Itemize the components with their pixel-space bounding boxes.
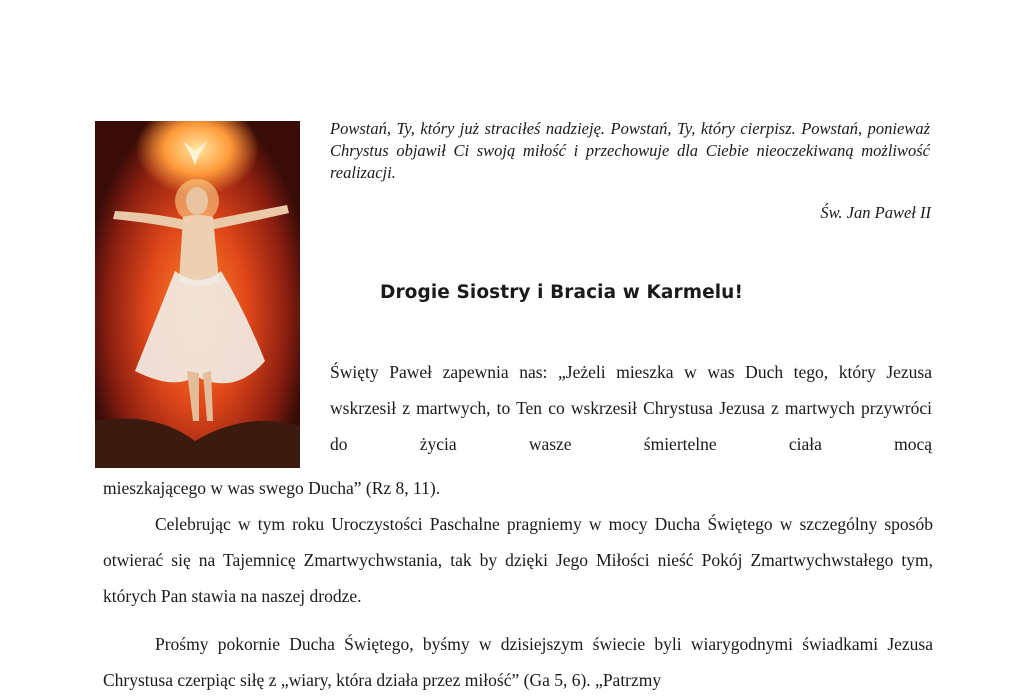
cloth-shape: [135, 271, 265, 383]
quote-author: Św. Jan Paweł II: [820, 203, 931, 222]
paragraph-2: Celebrując w tym roku Uroczystości Paschalne pragniemy w mocy Ducha Świętego w szczególny sposób otwierać się na Tajemnicę Zmartwychwstania, tak by dzięki Jego Miłości nieść Pokój Zmartwychwstałego tym, których Pan stawia na naszej drodze.: [103, 514, 933, 606]
left-arm-shape: [113, 211, 190, 231]
quote-text: Powstań, Ty, który już straciłeś nadzieję. Powstań, Ty, który cierpisz. Powstań, ponieważ Chrystus objawił Ci swoją miłość i przechowuje dla Ciebie nieoczekiwaną możliwość realizacji.: [330, 119, 930, 182]
ground-shape: [95, 419, 300, 469]
right-arm-shape: [205, 205, 289, 231]
paragraph-1-continued: mieszkającego w was swego Ducha” (Rz 8, 11).: [103, 478, 441, 498]
risen-christ-figure: [95, 121, 300, 468]
dove-shape: [183, 141, 207, 165]
left-leg-shape: [187, 371, 199, 421]
head-shape: [186, 187, 208, 215]
paragraph-1: Święty Paweł zapewnia nas: „Jeżeli mieszka w was Duch tego, który Jezusa wskrzesił z martwych, to Ten co wskrzesił Chrystusa Jezusa z martwych przywróci do życia wasze śmiertelne ciała mocą: [330, 362, 932, 454]
letter-heading: Drogie Siostry i Bracia w Karmelu!: [380, 282, 743, 303]
resurrection-painting: [95, 121, 300, 468]
torso-shape: [179, 215, 219, 286]
paragraph-3: Prośmy pokornie Ducha Świętego, byśmy w dzisiejszym świecie byli wiarygodnymi świadkami Jezusa Chrystusa czerpiąc siłę z „wiary, która działa przez miłość” (Ga 5, 6). „Patrzmy: [103, 634, 933, 690]
